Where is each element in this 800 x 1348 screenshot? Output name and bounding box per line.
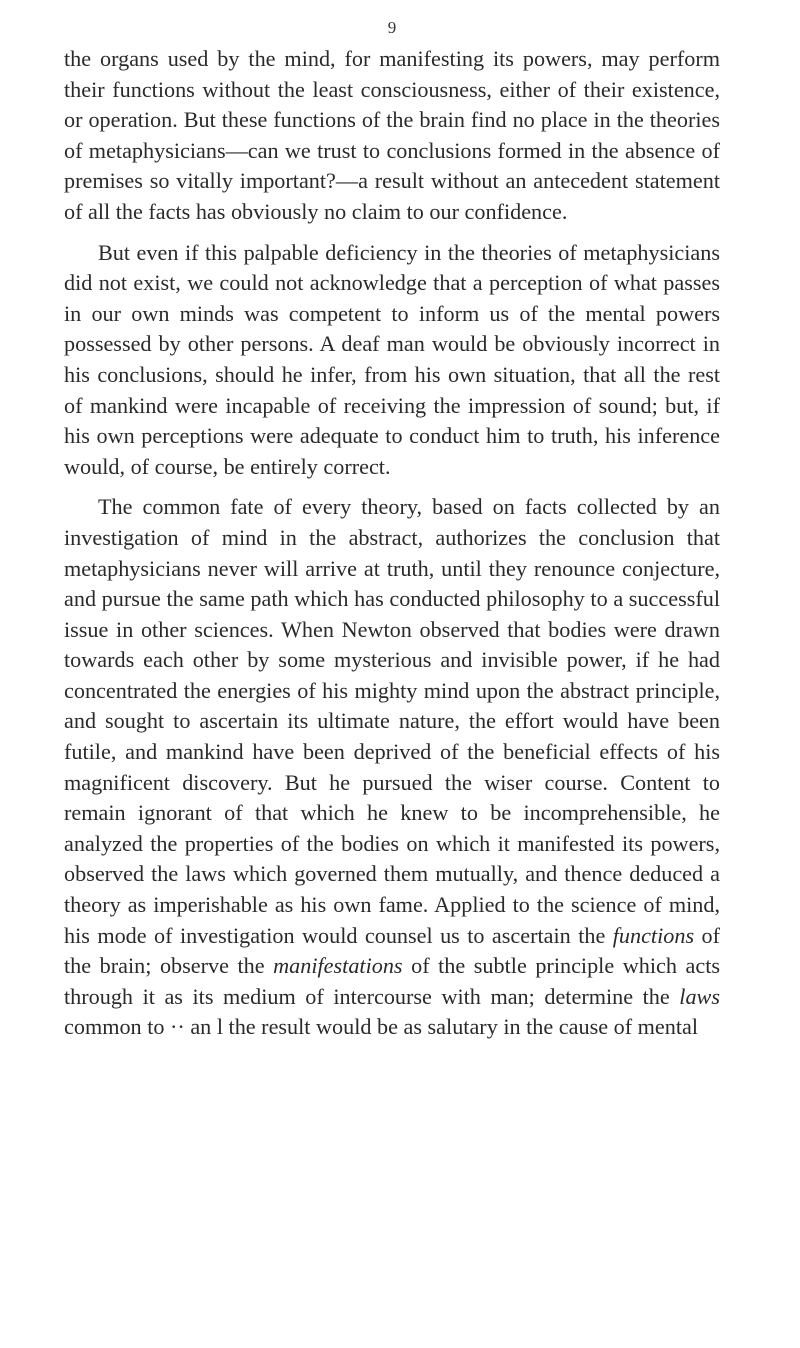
paragraph-3-text-a: The common fate of every theory, based on facts collected by an investigation of mind in the abstract, authorizes the conclusion that metaphysicians never will arrive at truth, until they renounce conjecture, and pursue the same path which has conducted philosophy to a successful issue in other sciences. When Newton observed that bodies were drawn towards each other by some mysterious and invisible power, if he had concentrated the energies of his mighty mind upon the abstract principle, and sought to ascertain its ultimate nature, the effort would have been futile, and mankind have been deprived of the beneficial effects of his magnificent discovery. But he pursued the wiser course. Content to remain ignorant of that which he knew to be incomprehensible, he analyzed the properties of the bodies on which it manifested its powers, observed the laws which governed them mutually, and thence deduced a theory as imperishable as his own fame. Applied to the science of mind, his mode of investigation would counsel us to ascertain the xyxy=(64,494,720,948)
paragraph-2-text: But even if this palpable deficiency in the theories of metaphysicians did not exist, we could not acknowledge that a perception of what passes in our own minds was competent to inform us of the mental powers possessed by other persons. A deaf man would be obviously incorrect in his conclusions, should he infer, from his own situation, that all the rest of mankind were incapable of receiving the impression of sound; but, if his own perceptions were adequate to conduct him to truth, his inference would, of course, be entirely correct. xyxy=(64,239,720,479)
paragraph-3-text-d: common to xyxy=(64,1014,170,1040)
paragraph-1 xyxy=(64,44,720,228)
paragraph-3-italic-functions: functions xyxy=(612,922,695,948)
paragraph-3-text-c: of the subtle principle which acts through it as its medium of intercourse with man; determine the xyxy=(64,953,720,1009)
paragraph-2 xyxy=(64,238,720,483)
page-number: 9 xyxy=(387,18,397,37)
paragraph-3-text-e: ·· an l the result would be as salutary in the cause of mental xyxy=(170,1014,699,1040)
paragraph-3-italic-manifestations: manifestations xyxy=(273,953,403,979)
paragraph-3 xyxy=(64,492,720,1043)
paragraph-3-text-b: of the brain; observe the xyxy=(64,922,721,979)
paragraph-1-text: the organs used by the mind, for manifesting its powers, may perform their functions without the least consciousness, either of their existence, or operation. But these functions of the brain find no place in the theories of metaphysicians—can we trust to conclusions formed in the absence of premises so vitally important?—a result without an antecedent statement of all the facts has obviously no claim to our confidence. xyxy=(64,46,720,224)
paragraph-3-italic-laws: laws xyxy=(679,983,720,1009)
